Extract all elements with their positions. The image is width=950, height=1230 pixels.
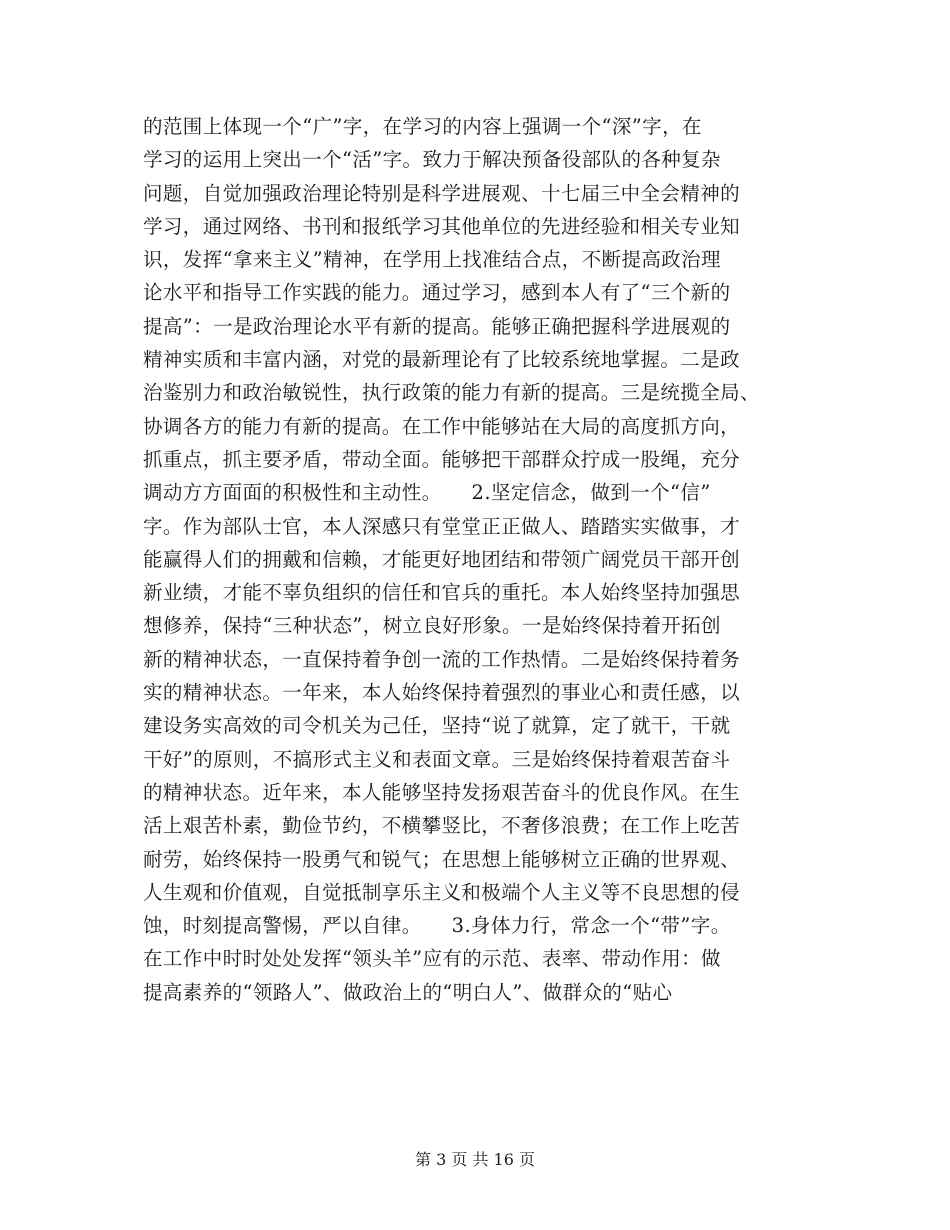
text-line: 精神实质和丰富内涵，对党的最新理论有了比较系统地掌握。二是政: [143, 348, 741, 372]
text-line: 蚀，时刻提高警惕，严以自律。 3.身体力行，常念一个“带”字。: [143, 914, 731, 938]
text-line: 论水平和指导工作实践的能力。通过学习，感到本人有了“三个新的: [143, 281, 731, 305]
text-line: 新业绩，才能不辜负组织的信任和官兵的重托。本人始终坚持加强思: [143, 581, 741, 605]
text-line: 实的精神状态。一年来，本人始终保持着强烈的事业心和责任感，以: [143, 681, 741, 705]
text-line: 抓重点，抓主要矛盾，带动全面。能够把干部群众拧成一股绳，充分: [143, 447, 741, 471]
text-line: 在工作中时时处处发挥“领头羊”应有的示范、表率、带动作用：做: [143, 947, 721, 971]
text-line: 学习的运用上突出一个“活”字。致力于解决预备役部队的各种复杂: [143, 148, 721, 172]
text-line: 提高素养的“领路人”、做政治上的“明白人”、做群众的“贴心: [143, 980, 673, 1004]
text-line: 识，发挥“拿来主义”精神，在学用上找准结合点，不断提高政治理: [143, 248, 721, 272]
text-line: 提高”：一是政治理论水平有新的提高。能够正确把握科学进展观的: [143, 314, 731, 338]
text-line: 新的精神状态，一直保持着争创一流的工作热情。二是始终保持着务: [143, 647, 741, 671]
text-line: 协调各方的能力有新的提高。在工作中能够站在大局的高度抓方向，: [143, 414, 741, 438]
text-line: 字。作为部队士官，本人深感只有堂堂正正做人、踏踏实实做事，才: [143, 514, 741, 538]
text-line: 的精神状态。近年来，本人能够坚持发扬艰苦奋斗的优良作风。在生: [143, 780, 741, 804]
text-line: 耐劳，始终保持一股勇气和锐气；在思想上能够树立正确的世界观、: [143, 847, 741, 871]
text-line: 能赢得人们的拥戴和信赖，才能更好地团结和带领广阔党员干部开创: [143, 547, 741, 571]
text-line: 想修养，保持“三种状态”，树立良好形象。一是始终保持着开拓创: [143, 614, 721, 638]
text-line: 学习，通过网络、书刊和报纸学习其他单位的先进经验和相关专业知: [143, 214, 741, 238]
text-line: 建设务实高效的司令机关为己任，坚持“说了就算，定了就干，干就: [143, 714, 731, 738]
text-line: 治鉴别力和政治敏锐性，执行政策的能力有新的提高。三是统揽全局、: [143, 381, 760, 405]
page-footer: 第 3 页 共 16 页: [415, 1150, 535, 1169]
text-line: 问题，自觉加强政治理论特别是科学进展观、十七届三中全会精神的: [143, 181, 741, 205]
text-line: 人生观和价值观，自觉抵制享乐主义和极端个人主义等不良思想的侵: [143, 880, 741, 904]
text-line: 活上艰苦朴素，勤俭节约，不横攀竖比，不奢侈浪费；在工作上吃苦: [143, 814, 741, 838]
text-line: 干好”的原则，不搞形式主义和表面文章。三是始终保持着艰苦奋斗: [143, 747, 731, 771]
body-paragraph: [143, 110, 833, 1009]
text-line: 的范围上体现一个“广”字，在学习的内容上强调一个“深”字，在: [143, 115, 702, 138]
text-line: 调动方方面面的积极性和主动性。 2.坚定信念，做到一个“信”: [143, 481, 711, 505]
